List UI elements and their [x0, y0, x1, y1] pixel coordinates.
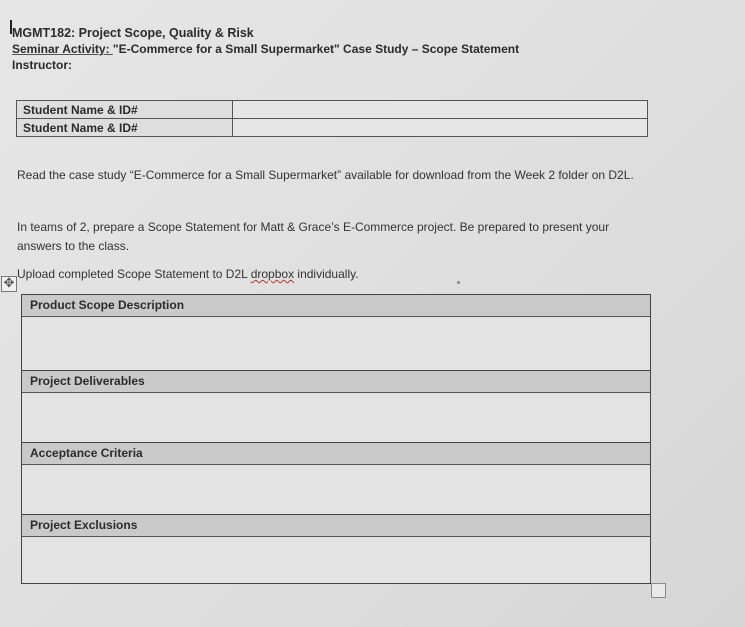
section-content-cell[interactable]: [22, 465, 650, 516]
table-row: [17, 101, 648, 119]
section-heading: Acceptance Criteria: [22, 443, 650, 465]
student-name-field[interactable]: [233, 119, 648, 137]
table-row: [17, 119, 648, 137]
section-heading: Product Scope Description: [22, 295, 650, 317]
activity-line: [12, 41, 519, 57]
instruction-teams: In teams of 2, prepare a Scope Statement for Matt & Grace’s E-Commerce project. Be prepared to present your answers to the class.: [17, 220, 610, 253]
document-header: [12, 25, 519, 73]
instruction-read: Read the case study “E-Commerce for a Small Supermarket” available for download from the Week 2 folder on D2L.: [17, 168, 634, 182]
student-name-field[interactable]: [233, 101, 648, 119]
section-heading: Project Deliverables: [22, 371, 650, 393]
student-table: [16, 100, 648, 137]
table-move-icon[interactable]: ✥: [1, 276, 17, 292]
deliverables-section: [21, 370, 651, 443]
activity-text: "E-Commerce for a Small Supermarket" Case Study – Scope Statement: [112, 42, 520, 56]
upload-text-end: individually.: [294, 267, 359, 281]
section-heading: Project Exclusions: [22, 515, 650, 537]
instructor-label: Instructor:: [12, 58, 72, 72]
student-name-label: Student Name & ID#: [17, 101, 233, 119]
section-content-cell[interactable]: [22, 537, 650, 585]
acceptance-criteria-section: [21, 442, 651, 515]
upload-text: Upload completed Scope Statement to D2L: [17, 267, 251, 281]
section-content-cell[interactable]: [22, 393, 650, 444]
student-name-label: Student Name & ID#: [17, 119, 233, 137]
section-content-cell[interactable]: [22, 317, 650, 372]
table-resize-icon[interactable]: [651, 583, 666, 598]
product-scope-section: [21, 294, 651, 371]
instruction-upload: [17, 265, 517, 284]
dropbox-word: dropbox: [250, 267, 295, 281]
course-title: MGMT182: Project Scope, Quality & Risk: [12, 26, 254, 40]
exclusions-section: [21, 514, 651, 584]
formatting-mark: [457, 281, 460, 284]
activity-label: Seminar Activity:: [12, 42, 113, 56]
